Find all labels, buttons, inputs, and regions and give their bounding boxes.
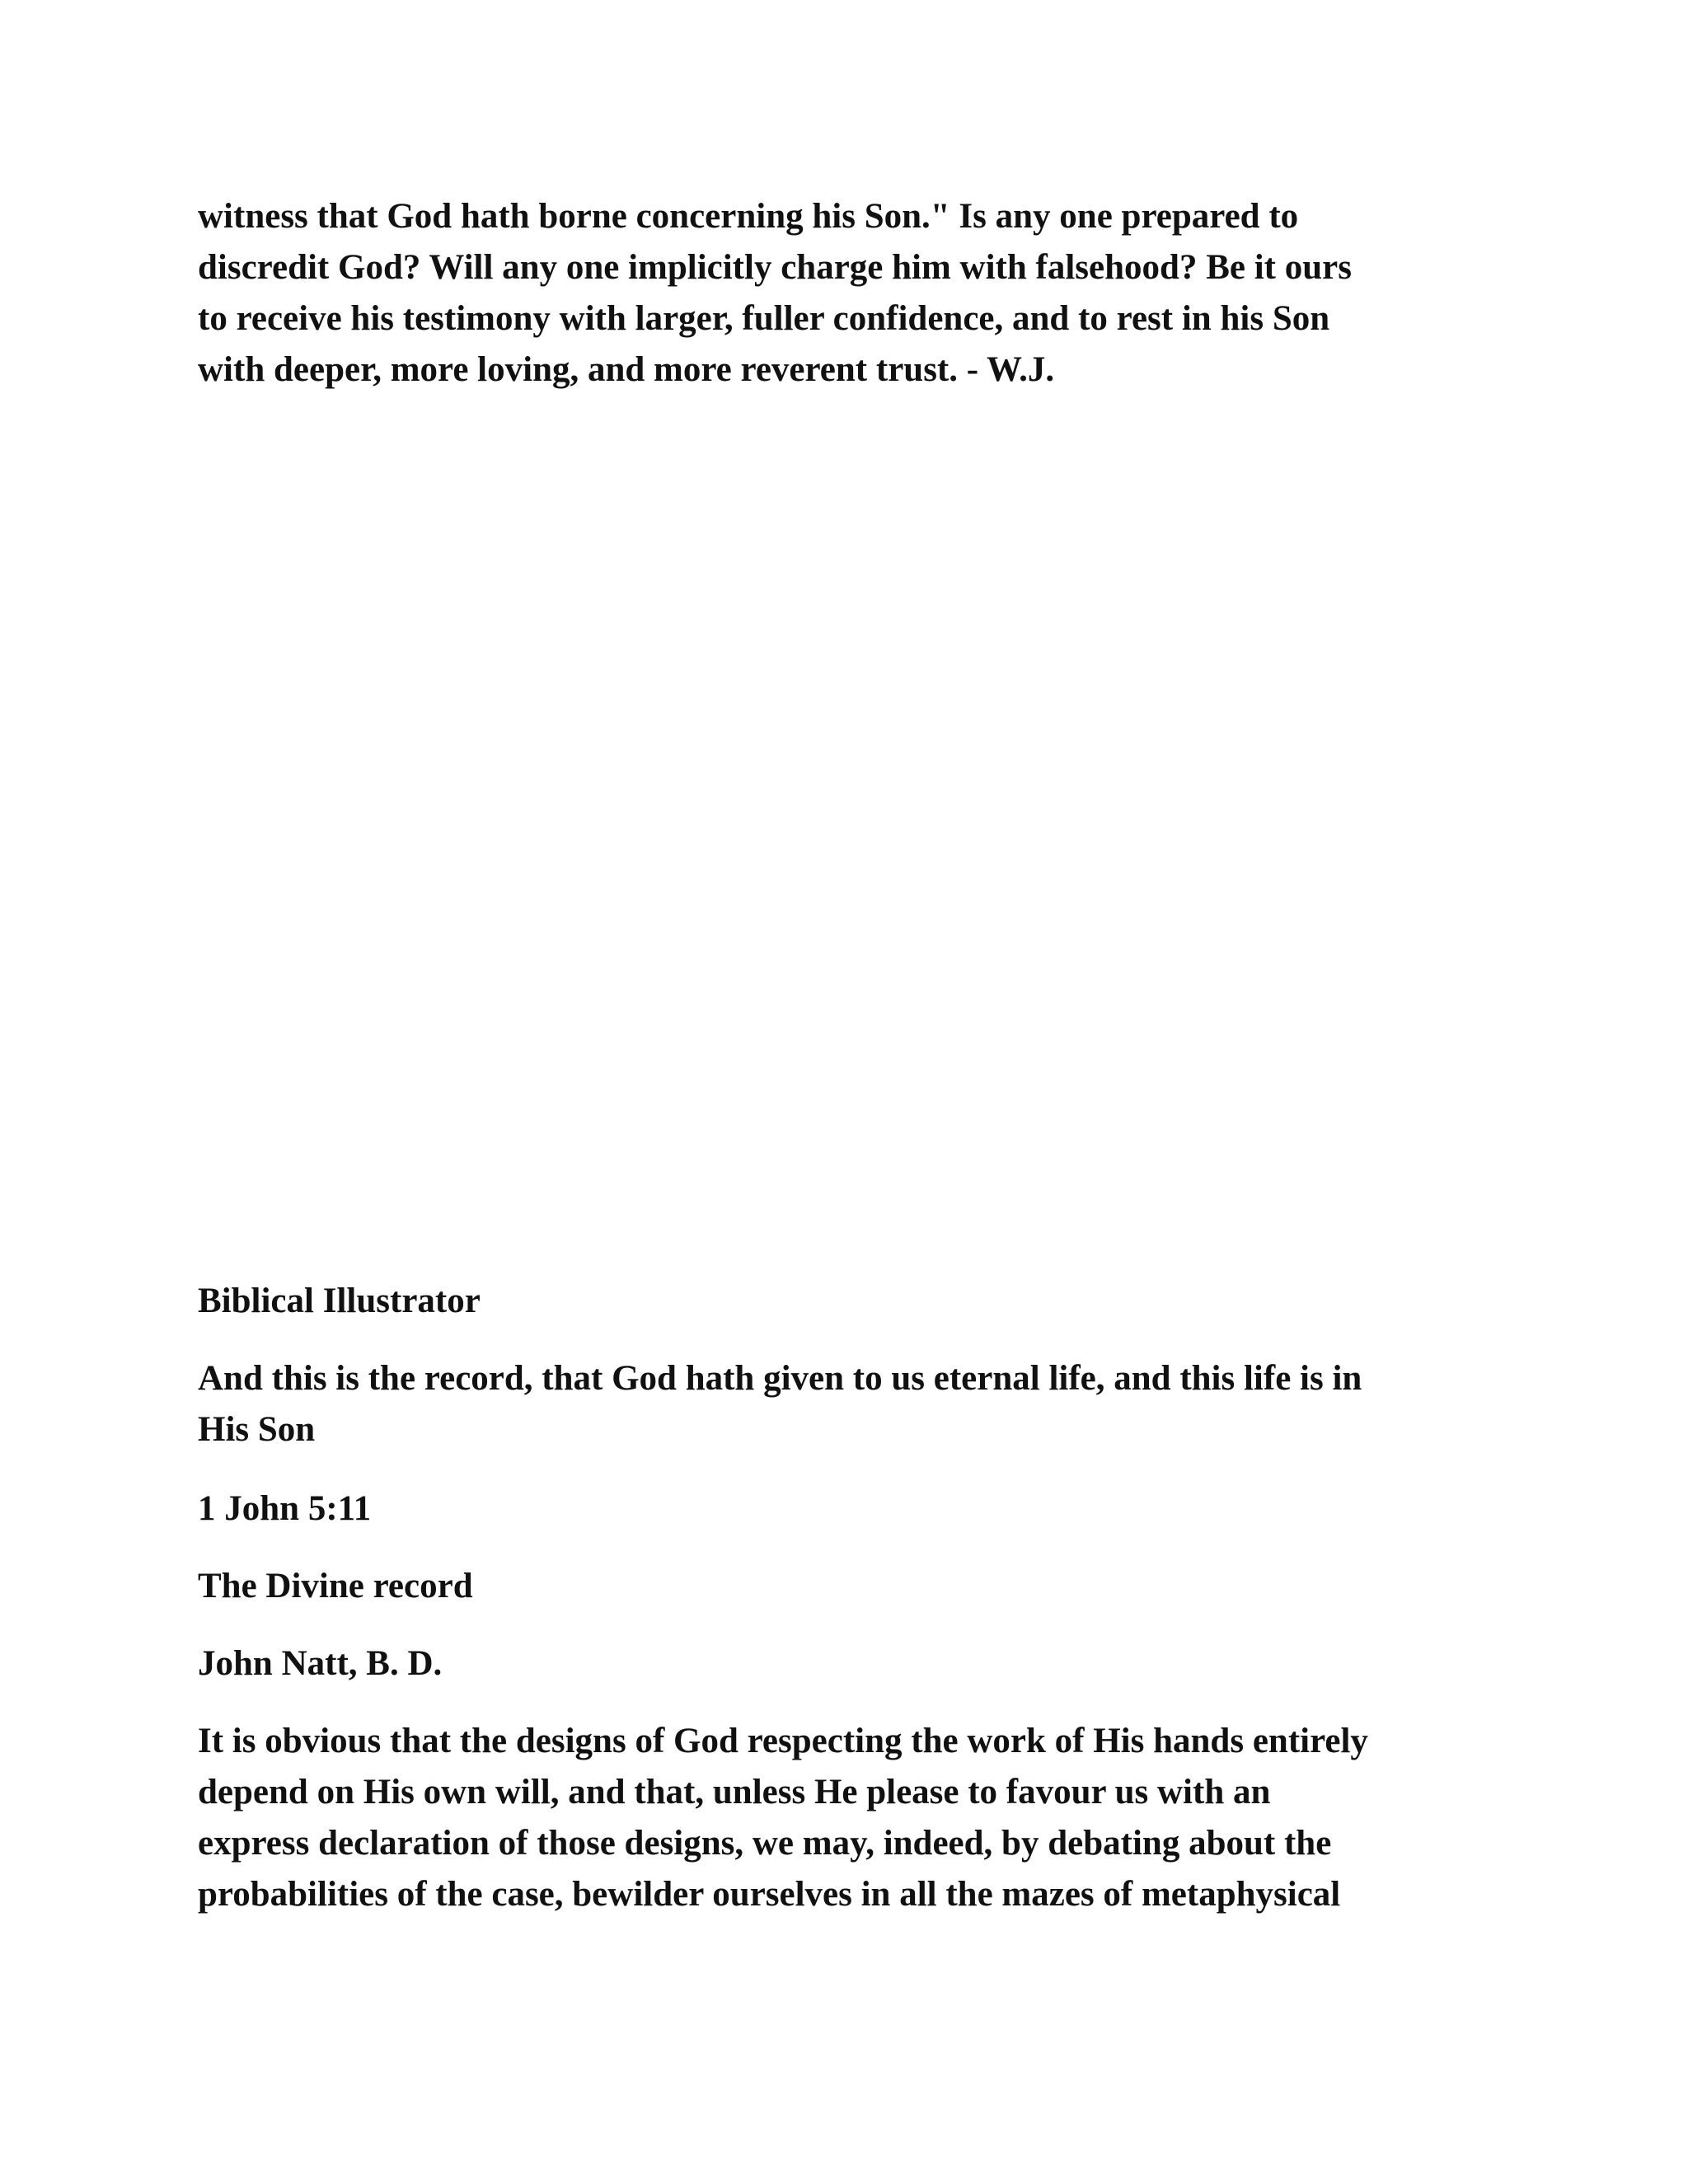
paragraph-line: to receive his testimony with larger, fuller confidence, and to rest in his Son [198, 299, 1330, 338]
scripture-reference: 1 John 5:11 [198, 1489, 372, 1528]
paragraph-line: witness that God hath borne concerning his Son." Is any one prepared to [198, 197, 1299, 236]
paragraph-line: discredit God? Will any one implicitly charge him with falsehood? Be it ours [198, 248, 1352, 287]
verse-line: And this is the record, that God hath given to us eternal life, and this life is in [198, 1359, 1362, 1398]
paragraph-line: It is obvious that the designs of God respecting the work of His hands entirely [198, 1722, 1368, 1760]
verse-text [198, 1353, 1484, 1455]
section-title: The Divine record [198, 1567, 473, 1605]
body-paragraph [198, 1716, 1484, 1920]
author-name: John Natt, B. D. [198, 1644, 443, 1683]
opening-paragraph [198, 191, 1484, 396]
verse-line: His Son [198, 1410, 316, 1449]
paragraph-line: probabilities of the case, bewilder ourselves in all the mazes of metaphysical [198, 1875, 1341, 1914]
paragraph-line: express declaration of those designs, we may, indeed, by debating about the [198, 1824, 1332, 1863]
paragraph-line: with deeper, more loving, and more reverent trust. - W.J. [198, 350, 1055, 389]
source-title: Biblical Illustrator [198, 1282, 481, 1320]
paragraph-line: depend on His own will, and that, unless He please to favour us with an [198, 1773, 1271, 1811]
